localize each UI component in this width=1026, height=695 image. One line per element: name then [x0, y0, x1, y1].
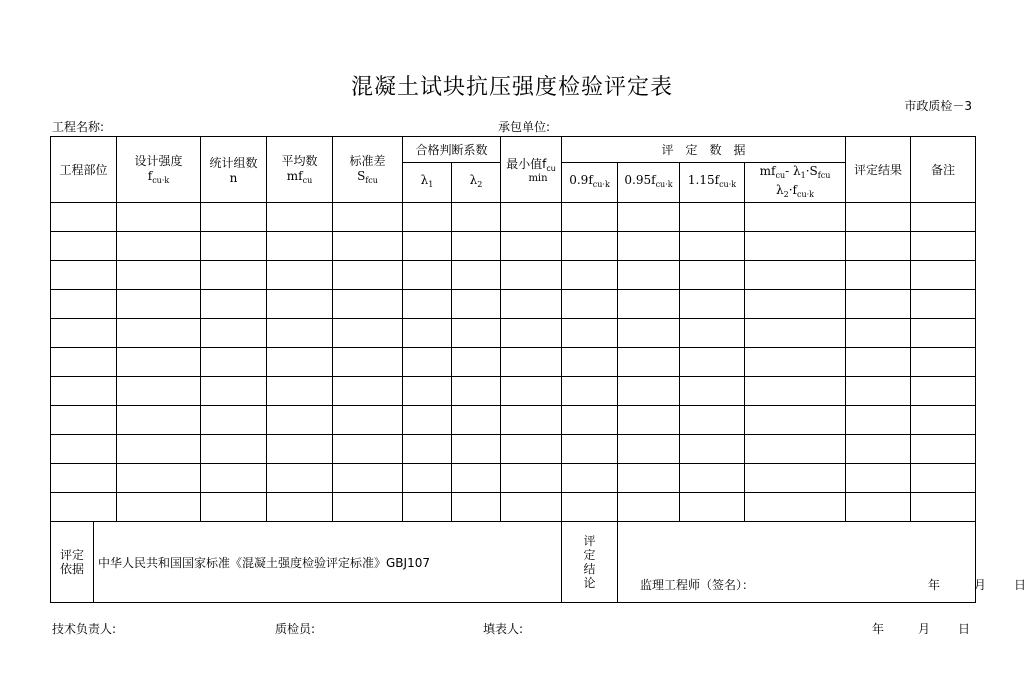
- table-cell[interactable]: [846, 203, 911, 232]
- table-cell[interactable]: [562, 261, 618, 290]
- table-cell[interactable]: [51, 377, 117, 406]
- table-cell[interactable]: [562, 348, 618, 377]
- table-row: [51, 435, 976, 464]
- table-cell[interactable]: [333, 464, 403, 493]
- table-cell[interactable]: [680, 377, 745, 406]
- table-cell[interactable]: [403, 319, 452, 348]
- table-cell[interactable]: [846, 493, 911, 522]
- table-cell[interactable]: [267, 290, 333, 319]
- table-cell[interactable]: [267, 406, 333, 435]
- table-cell[interactable]: [846, 406, 911, 435]
- table-cell[interactable]: [846, 232, 911, 261]
- table-cell[interactable]: [846, 348, 911, 377]
- table-cell[interactable]: [452, 435, 501, 464]
- table-cell[interactable]: [501, 464, 562, 493]
- filler-label: 填表人:: [483, 622, 524, 636]
- table-cell[interactable]: [745, 377, 846, 406]
- table-cell[interactable]: [333, 232, 403, 261]
- table-cell[interactable]: [267, 319, 333, 348]
- table-cell[interactable]: [618, 319, 680, 348]
- table-row: [51, 464, 976, 493]
- table-cell[interactable]: [403, 464, 452, 493]
- table-cell[interactable]: [680, 464, 745, 493]
- col-result: 评定结果: [846, 137, 911, 203]
- table-cell[interactable]: [267, 203, 333, 232]
- table-cell[interactable]: [911, 406, 976, 435]
- table-cell[interactable]: [452, 464, 501, 493]
- table-cell[interactable]: [618, 493, 680, 522]
- table-cell[interactable]: [403, 203, 452, 232]
- table-cell[interactable]: [680, 435, 745, 464]
- table-cell[interactable]: [117, 493, 201, 522]
- table-cell[interactable]: [51, 203, 117, 232]
- table-cell[interactable]: [117, 232, 201, 261]
- table-cell[interactable]: [333, 348, 403, 377]
- table-cell[interactable]: [745, 261, 846, 290]
- table-row: [51, 377, 976, 406]
- table-cell[interactable]: [618, 290, 680, 319]
- col-average: 平均数 $mf_{cu}$: [267, 137, 333, 203]
- table-row: [51, 319, 976, 348]
- table-cell[interactable]: [333, 290, 403, 319]
- table-cell[interactable]: [403, 435, 452, 464]
- table-cell[interactable]: [501, 493, 562, 522]
- table-cell[interactable]: [501, 435, 562, 464]
- table-cell[interactable]: [267, 464, 333, 493]
- table-row: [51, 493, 976, 522]
- table-cell[interactable]: [452, 203, 501, 232]
- table-cell[interactable]: [745, 290, 846, 319]
- table-cell[interactable]: [117, 348, 201, 377]
- table-cell[interactable]: [911, 348, 976, 377]
- table-cell[interactable]: [745, 493, 846, 522]
- table-cell[interactable]: [745, 464, 846, 493]
- table-cell[interactable]: [618, 377, 680, 406]
- table-cell[interactable]: [267, 348, 333, 377]
- table-cell[interactable]: [51, 290, 117, 319]
- table-cell[interactable]: [201, 464, 267, 493]
- table-cell[interactable]: [680, 406, 745, 435]
- footer-day: 日: [958, 622, 971, 636]
- table-cell[interactable]: [201, 232, 267, 261]
- table-row: [51, 348, 976, 377]
- table-cell[interactable]: [452, 261, 501, 290]
- table-cell[interactable]: [911, 377, 976, 406]
- table-cell[interactable]: [680, 319, 745, 348]
- table-cell[interactable]: [745, 232, 846, 261]
- table-cell[interactable]: [403, 377, 452, 406]
- evaluation-table: [50, 136, 1026, 603]
- sign-year: 年: [928, 578, 941, 592]
- table-cell[interactable]: [51, 348, 117, 377]
- table-cell[interactable]: [562, 319, 618, 348]
- col-std-dev: 标准差 $S_{fcu}$: [333, 137, 403, 203]
- table-cell[interactable]: [267, 261, 333, 290]
- table-cell[interactable]: [452, 348, 501, 377]
- table-cell[interactable]: [333, 377, 403, 406]
- col-part: 工程部位: [51, 137, 117, 203]
- table-cell[interactable]: [117, 464, 201, 493]
- col-remark: 备注: [911, 137, 976, 203]
- table-cell[interactable]: [501, 203, 562, 232]
- table-cell[interactable]: [562, 290, 618, 319]
- table-cell[interactable]: [745, 348, 846, 377]
- table-cell[interactable]: [911, 435, 976, 464]
- col-min-value: 最小值$f_{cu}$ min: [501, 137, 562, 203]
- table-cell[interactable]: [201, 406, 267, 435]
- table-cell[interactable]: [403, 232, 452, 261]
- col-eval-095: $0.95f_{cu\cdot k}$: [618, 163, 680, 203]
- table-cell[interactable]: [618, 435, 680, 464]
- table-cell[interactable]: [501, 377, 562, 406]
- table-row: [51, 232, 976, 261]
- table-cell[interactable]: [846, 377, 911, 406]
- table-cell[interactable]: [562, 493, 618, 522]
- table-cell[interactable]: [562, 406, 618, 435]
- contractor-label: 承包单位:: [498, 120, 551, 134]
- table-cell[interactable]: [201, 377, 267, 406]
- table-cell[interactable]: [201, 493, 267, 522]
- table-cell[interactable]: [51, 493, 117, 522]
- table-cell[interactable]: [501, 319, 562, 348]
- table-cell[interactable]: [452, 290, 501, 319]
- table-cell[interactable]: [452, 232, 501, 261]
- table-cell[interactable]: [618, 261, 680, 290]
- col-eval-09: $0.9f_{cu\cdot k}$: [562, 163, 618, 203]
- table-cell[interactable]: [911, 232, 976, 261]
- table-cell[interactable]: [618, 232, 680, 261]
- table-cell[interactable]: [333, 493, 403, 522]
- table-cell[interactable]: [501, 261, 562, 290]
- table-cell[interactable]: [403, 493, 452, 522]
- table-cell[interactable]: [452, 319, 501, 348]
- col-coef-group: 合格判断系数: [403, 137, 501, 163]
- col-lambda2: $\lambda_2$: [452, 163, 501, 203]
- table-cell[interactable]: [501, 406, 562, 435]
- table-cell[interactable]: [911, 319, 976, 348]
- table-row: [51, 203, 976, 232]
- table-cell[interactable]: [501, 232, 562, 261]
- table-cell[interactable]: [562, 232, 618, 261]
- table-cell[interactable]: [201, 290, 267, 319]
- form-code: 市政质检－3: [904, 99, 972, 113]
- col-eval-formula: $mf_{cu}-$ $\lambda_1\cdot S_{fcu}$ $\lambda_2\cdot f_{cu\cdot k}$: [745, 163, 846, 203]
- tech-lead-label: 技术负责人:: [52, 622, 117, 636]
- table-cell[interactable]: [562, 203, 618, 232]
- table-cell[interactable]: [333, 203, 403, 232]
- table-cell[interactable]: [403, 348, 452, 377]
- table-cell[interactable]: [745, 319, 846, 348]
- table-cell[interactable]: [333, 319, 403, 348]
- table-cell[interactable]: [680, 348, 745, 377]
- table-cell[interactable]: [911, 493, 976, 522]
- table-row: [51, 261, 976, 290]
- table-cell[interactable]: [201, 348, 267, 377]
- table-cell[interactable]: [117, 406, 201, 435]
- table-cell[interactable]: [846, 261, 911, 290]
- table-cell[interactable]: [618, 464, 680, 493]
- conclusion-cell: [618, 522, 1026, 603]
- table-cell[interactable]: [911, 290, 976, 319]
- inspector-label: 质检员:: [275, 622, 316, 636]
- basis-cell: [51, 522, 562, 603]
- col-eval-115: $1.15f_{cu\cdot k}$: [680, 163, 745, 203]
- table-cell[interactable]: [452, 377, 501, 406]
- table-cell[interactable]: [680, 261, 745, 290]
- page-title: 混凝土试块抗压强度检验评定表: [350, 75, 673, 100]
- table-cell[interactable]: [452, 493, 501, 522]
- table-cell[interactable]: [680, 203, 745, 232]
- col-design-strength: 设计强度 $f_{cu\cdot k}$: [117, 137, 201, 203]
- table-row: [51, 406, 976, 435]
- table-cell[interactable]: [562, 464, 618, 493]
- table-cell[interactable]: [201, 435, 267, 464]
- table-cell[interactable]: [201, 261, 267, 290]
- table-cell[interactable]: [911, 203, 976, 232]
- table-cell[interactable]: [680, 493, 745, 522]
- conclusion-label: 评 定 结 论: [562, 522, 618, 603]
- table-cell[interactable]: [333, 261, 403, 290]
- sign-day: 日: [1014, 578, 1026, 592]
- table-cell[interactable]: [403, 290, 452, 319]
- table-cell[interactable]: [403, 406, 452, 435]
- basis-label: 评定 依据: [51, 522, 94, 602]
- table-cell[interactable]: [267, 377, 333, 406]
- basis-text: 中华人民共和国国家标准《混凝土强度检验评定标准》GBJ107: [98, 555, 430, 570]
- table-cell[interactable]: [51, 464, 117, 493]
- table-cell[interactable]: [201, 319, 267, 348]
- table-cell[interactable]: [501, 290, 562, 319]
- footer-month: 月: [918, 622, 931, 636]
- table-cell[interactable]: [267, 435, 333, 464]
- table-cell[interactable]: [333, 435, 403, 464]
- table-cell[interactable]: [51, 319, 117, 348]
- table-cell[interactable]: [201, 203, 267, 232]
- table-cell[interactable]: [51, 261, 117, 290]
- table-cell[interactable]: [117, 377, 201, 406]
- table-cell[interactable]: [333, 406, 403, 435]
- table-cell[interactable]: [267, 232, 333, 261]
- table-cell[interactable]: [911, 261, 976, 290]
- table-cell[interactable]: [618, 348, 680, 377]
- table-cell[interactable]: [403, 261, 452, 290]
- table-cell[interactable]: [745, 406, 846, 435]
- table-cell[interactable]: [562, 377, 618, 406]
- sign-month: 月: [974, 578, 987, 592]
- table-cell[interactable]: [117, 319, 201, 348]
- table-cell[interactable]: [745, 203, 846, 232]
- table-cell[interactable]: [680, 290, 745, 319]
- table-cell[interactable]: [117, 203, 201, 232]
- table-row: [51, 290, 976, 319]
- table-cell[interactable]: [267, 493, 333, 522]
- table-cell[interactable]: [618, 203, 680, 232]
- table-cell[interactable]: [51, 406, 117, 435]
- table-cell[interactable]: [846, 435, 911, 464]
- table-cell[interactable]: [51, 232, 117, 261]
- project-name-label: 工程名称:: [52, 120, 105, 134]
- table-cell[interactable]: [117, 261, 201, 290]
- table-cell[interactable]: [51, 435, 117, 464]
- table-cell[interactable]: [911, 464, 976, 493]
- col-lambda1: $\lambda_1$: [403, 163, 452, 203]
- table-cell[interactable]: [680, 232, 745, 261]
- table-cell[interactable]: [501, 348, 562, 377]
- table-cell[interactable]: [846, 319, 911, 348]
- supervisor-label: 监理工程师（签名）：: [640, 578, 755, 592]
- table-cell[interactable]: [618, 406, 680, 435]
- table-cell[interactable]: [745, 435, 846, 464]
- col-group-count: 统计组数 n: [201, 137, 267, 203]
- table-cell[interactable]: [117, 435, 201, 464]
- table-cell[interactable]: [846, 464, 911, 493]
- table-cell[interactable]: [846, 290, 911, 319]
- footer-year: 年: [872, 622, 885, 636]
- table-cell[interactable]: [117, 290, 201, 319]
- table-cell[interactable]: [562, 435, 618, 464]
- col-eval-group: 评 定 数 据: [562, 137, 846, 163]
- table-cell[interactable]: [452, 406, 501, 435]
